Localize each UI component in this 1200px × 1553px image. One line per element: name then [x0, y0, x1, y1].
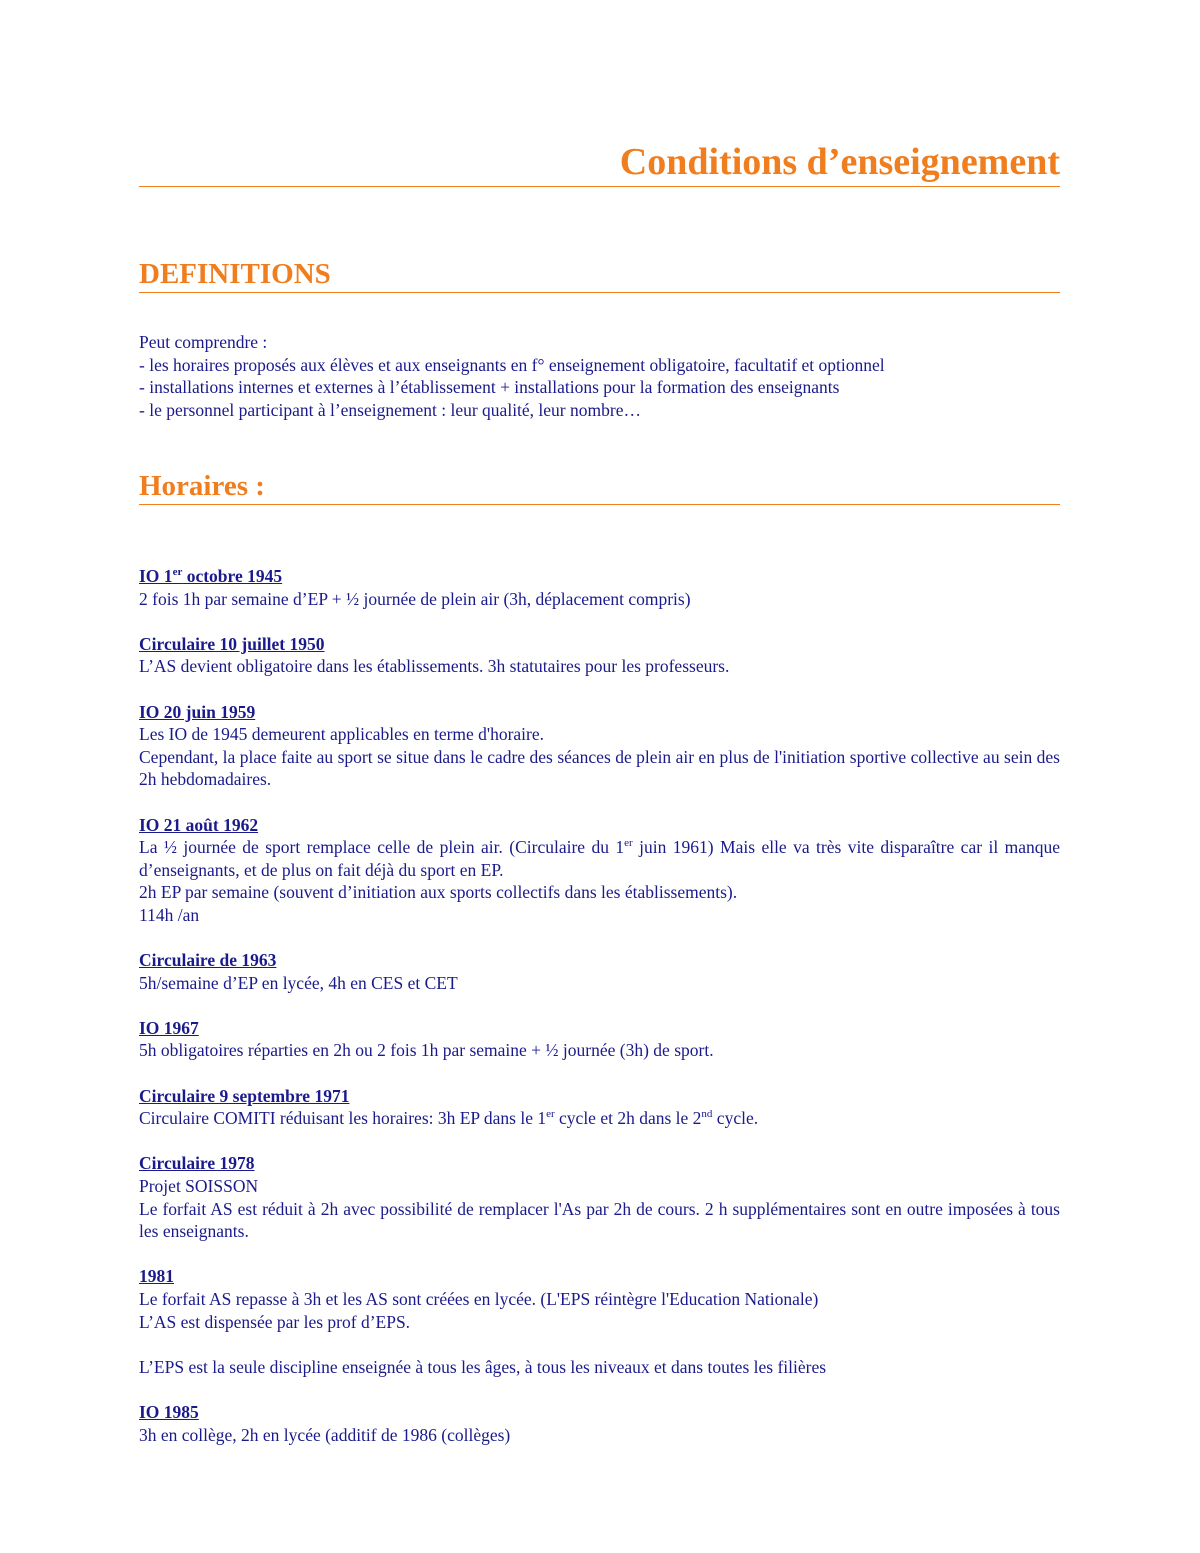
entry-paragraph: Le forfait AS est réduit à 2h avec possibilité de remplacer l'As par 2h de cours. 2 h supplémentaires sont en outre imposées à tous les enseignants. — [139, 1198, 1060, 1242]
horaires-rule — [139, 504, 1060, 505]
list-item — [139, 565, 1060, 610]
entry-line: 3h en collège, 2h en lycée (additif de 1986 (collèges) — [139, 1424, 511, 1445]
definitions-item: - installations internes et externes à l’établissement + installations pour la formation des enseignants — [139, 377, 840, 398]
entry-line: L’AS devient obligatoire dans les établissements. 3h statutaires pour les professeurs. — [139, 656, 730, 677]
entry-title: IO 1985 — [139, 1401, 199, 1422]
list-item — [139, 633, 1060, 678]
entry-title: Circulaire 1978 — [139, 1153, 255, 1174]
definitions-rule — [139, 292, 1060, 293]
entry-line: Circulaire COMITI réduisant les horaires: 3h EP dans le 1er cycle et 2h dans le 2nd cycle. — [139, 1108, 759, 1129]
entry-line: Les IO de 1945 demeurent applicables en terme d'horaire. — [139, 724, 545, 745]
entry-title: IO 1er octobre 1945 — [139, 566, 283, 586]
entry-line: 2 fois 1h par semaine d’EP + ½ journée de plein air (3h, déplacement compris) — [139, 588, 691, 609]
list-item — [139, 1085, 1060, 1130]
entry-title: Circulaire 10 juillet 1950 — [139, 633, 325, 654]
entry-title: Circulaire 9 septembre 1971 — [139, 1085, 350, 1106]
horaires-heading: Horaires : — [139, 470, 265, 502]
title-rule — [139, 186, 1060, 187]
entry-line: L’AS est dispensée par les prof d’EPS. — [139, 1311, 411, 1332]
list-item — [139, 949, 1060, 994]
entry-title: IO 20 juin 1959 — [139, 701, 256, 722]
list-item — [139, 701, 1060, 791]
entry-title: IO 1967 — [139, 1017, 199, 1038]
definitions-item: - les horaires proposés aux élèves et aux enseignants en f° enseignement obligatoire, facultatif et optionnel — [139, 354, 885, 375]
page-title: Conditions d’enseignement — [619, 141, 1060, 183]
definitions-text — [139, 331, 1060, 421]
entry-line: Le forfait AS repasse à 3h et les AS sont créées en lycée. (L'EPS réintègre l'Education Nationale) — [139, 1289, 819, 1309]
entry-line: Projet SOISSON — [139, 1176, 259, 1197]
entry-title: Circulaire de 1963 — [139, 950, 277, 971]
entry-line: 5h/semaine d’EP en lycée, 4h en CES et CET — [139, 972, 458, 993]
list-item — [139, 1401, 1060, 1446]
entry-note: L’EPS est la seule discipline enseignée à tous les âges, à tous les niveaux et dans toutes les filières — [139, 1356, 827, 1377]
list-item — [139, 814, 1060, 927]
spacer — [139, 1333, 1060, 1356]
definitions-heading: DEFINITIONS — [139, 258, 331, 290]
entry-title: IO 21 août 1962 — [139, 814, 259, 835]
definitions-intro: Peut comprendre : — [139, 332, 268, 352]
entry-line: 2h EP par semaine (souvent d’initiation aux sports collectifs dans les établissements). — [139, 882, 738, 903]
entry-line: 5h obligatoires réparties en 2h ou 2 fois 1h par semaine + ½ journée (3h) de sport. — [139, 1040, 714, 1061]
entry-paragraph: La ½ journée de sport remplace celle de plein air. (Circulaire du 1er juin 1961) Mais elle va très vite disparaître car il manque d’enseignants, et de plus on fait déjà du sport en EP. — [139, 837, 1060, 880]
list-item — [139, 1265, 1060, 1378]
definitions-item: - le personnel participant à l’enseignement : leur qualité, leur nombre… — [139, 399, 641, 420]
entry-line: 114h /an — [139, 904, 200, 925]
list-item — [139, 1152, 1060, 1242]
horaires-list — [139, 565, 1060, 1469]
entry-title: 1981 — [139, 1266, 174, 1287]
list-item — [139, 1017, 1060, 1062]
entry-paragraph: Cependant, la place faite au sport se situe dans le cadre des séances de plein air en plus de l'initiation sportive collective au sein des 2h hebdomadaires. — [139, 746, 1060, 790]
